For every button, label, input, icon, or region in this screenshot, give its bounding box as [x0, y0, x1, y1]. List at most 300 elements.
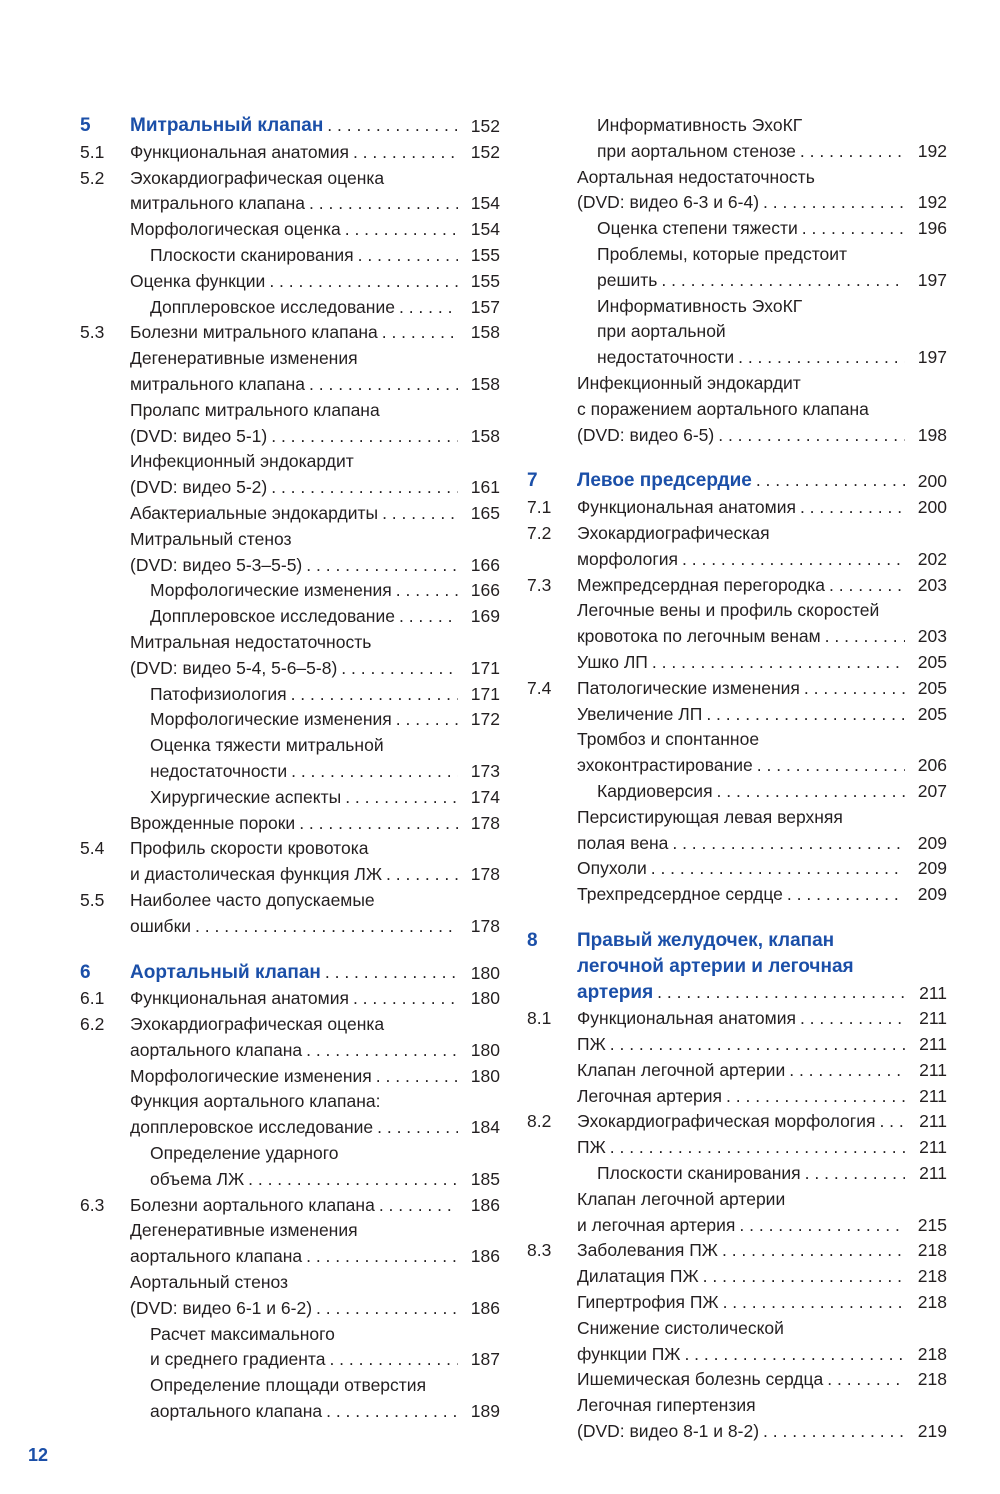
dot-leader: [377, 1115, 458, 1141]
toc-entry-title-line: с поражением аортального клапана: [577, 398, 869, 419]
toc-entry-title-line: Морфологические изменения: [150, 580, 392, 601]
dot-leader: [396, 578, 458, 604]
toc-entry: [80, 1064, 500, 1090]
toc-entry: [527, 727, 947, 779]
toc-entry-title-line: морфология: [577, 548, 679, 569]
toc-entry-title-line: Оценка функции: [130, 270, 266, 291]
toc-entry-title-line: аортального клапана: [130, 1246, 303, 1267]
dot-leader: [804, 676, 905, 702]
dot-leader: [726, 1084, 905, 1110]
toc-entry-title-line: Дегенеративные изменения: [130, 1220, 358, 1241]
toc-entry: [80, 604, 500, 630]
toc-entry-title-line: при аортальной: [597, 321, 726, 342]
toc-entry: [80, 140, 500, 166]
dot-leader: [353, 986, 458, 1012]
toc-entry: [527, 856, 947, 882]
dot-leader: [376, 1064, 458, 1090]
dot-leader: [682, 547, 905, 573]
dot-leader: [386, 862, 458, 888]
toc-page-number: 155: [470, 244, 500, 265]
toc-page-number: 180: [470, 962, 500, 983]
toc-page-number: 202: [917, 548, 947, 569]
dot-leader: [672, 831, 905, 857]
dot-leader: [652, 650, 905, 676]
toc-entry-title-line: Трехпредсердное сердце: [577, 884, 783, 905]
toc-entry: [527, 882, 947, 908]
dot-leader: [306, 1038, 458, 1064]
toc-page-number: 218: [917, 1266, 947, 1287]
toc-entry-title-line: Расчет максимального: [150, 1323, 335, 1344]
toc-page-number: 200: [917, 497, 947, 518]
toc-entry-title-line: Функциональная анатомия: [577, 497, 796, 518]
toc-page-number: 158: [470, 373, 500, 394]
toc-entry-title-line: Морфологические изменения: [150, 709, 392, 730]
page-number: 12: [28, 1445, 49, 1465]
toc-entry: [80, 527, 500, 579]
toc-entry-title-line: митрального клапана: [130, 193, 306, 214]
toc-page-number: 166: [470, 580, 500, 601]
toc-page-number: 178: [470, 864, 500, 885]
toc-page-number: 154: [470, 219, 500, 240]
toc-entry: [527, 1316, 947, 1368]
toc-page-number: 211: [919, 982, 947, 1003]
toc-entry-title-line: Допплеровское исследование: [150, 296, 395, 317]
toc-entry-title-line: функции ПЖ: [577, 1343, 681, 1364]
toc-entry-title-line: Клапан легочной артерии: [577, 1188, 786, 1209]
dot-leader: [610, 1135, 905, 1161]
toc-page-number: 186: [470, 1297, 500, 1318]
toc-right-column: [527, 113, 947, 1445]
toc-entry: [80, 1193, 500, 1219]
toc-entry-title-line: Заболевания ПЖ: [577, 1240, 718, 1261]
toc-page-number: 211: [919, 1085, 947, 1106]
toc-chapter-entry: [80, 960, 500, 987]
dot-leader: [723, 1290, 905, 1316]
toc-page-number: 187: [470, 1349, 500, 1370]
toc-entry: [80, 1012, 500, 1064]
toc-entry: [80, 295, 500, 321]
toc-entry: [80, 1141, 500, 1193]
toc-entry: [527, 573, 947, 599]
dot-leader: [382, 320, 458, 346]
toc-entry: [80, 888, 500, 940]
toc-entry: [527, 1264, 947, 1290]
toc-page-number: 171: [470, 657, 500, 678]
toc-entry-title-line: Митральный стеноз: [130, 528, 292, 549]
toc-chapter-entry: [80, 113, 500, 140]
toc-entry-title-line: Опухоли: [577, 858, 647, 879]
toc-entry-title-line: Легочные вены и профиль скоростей: [577, 600, 880, 621]
toc-entry-number: 5: [80, 115, 91, 136]
toc-entry-title-line: Функция аортального клапана:: [130, 1091, 381, 1112]
toc-page-number: 205: [917, 677, 947, 698]
dot-leader: [827, 1367, 905, 1393]
dot-leader: [800, 1006, 905, 1032]
toc-entry-title-line: Функциональная анатомия: [577, 1008, 796, 1029]
toc-page-number: 169: [470, 606, 500, 627]
toc-page-number: 192: [917, 192, 947, 213]
toc-page-number: 189: [470, 1401, 500, 1422]
toc-entry: [80, 1373, 500, 1425]
toc-entry-title-line: Функциональная анатомия: [130, 141, 349, 162]
toc-entry: [80, 217, 500, 243]
toc-entry-title-line: Левое предсердие: [577, 470, 752, 492]
toc-left-column: [80, 113, 500, 1425]
toc-entry: [80, 1218, 500, 1270]
toc-entry-title-line: Межпредсердная перегородка: [577, 574, 826, 595]
dot-leader: [309, 372, 458, 398]
dot-leader: [399, 295, 458, 321]
toc-entry: [527, 1187, 947, 1239]
toc-entry: [527, 1058, 947, 1084]
toc-entry: [80, 501, 500, 527]
toc-entry-title-line: Митральный клапан: [130, 115, 324, 136]
toc-entry-title-line: решить: [597, 269, 658, 290]
toc-page-number: 173: [470, 760, 500, 781]
toc-entry: [527, 702, 947, 728]
dot-leader: [353, 140, 458, 166]
toc-page-number: 205: [917, 703, 947, 724]
toc-entry: [527, 294, 947, 371]
dot-leader: [651, 856, 905, 882]
dot-leader: [195, 914, 458, 940]
toc-entry: [527, 1135, 947, 1161]
toc-entry: [527, 165, 947, 217]
toc-page-number: 218: [917, 1369, 947, 1390]
toc-entry: [80, 682, 500, 708]
toc-entry-number: 5.2: [80, 167, 105, 188]
toc-entry: [527, 1367, 947, 1393]
toc-entry-number: 6.2: [80, 1014, 105, 1035]
toc-entry: [80, 398, 500, 450]
toc-page-number: 157: [470, 296, 500, 317]
toc-entry-number: 7.2: [527, 522, 552, 543]
toc-entry-number: 7.3: [527, 574, 552, 595]
toc-entry-title-line: Увеличение ЛП: [577, 703, 703, 724]
toc-entry-title-line: ПЖ: [577, 1034, 606, 1055]
toc-page-number: 158: [470, 322, 500, 343]
toc-entry-title-line: и среднего градиента: [150, 1349, 326, 1370]
toc-page-number: 180: [470, 988, 500, 1009]
toc-entry-title-line: Аортальный стеноз: [130, 1272, 289, 1293]
toc-page-number: 186: [470, 1246, 500, 1267]
toc-entry-title-line: артерия: [577, 981, 654, 1003]
dot-leader: [802, 216, 905, 242]
toc-entry-title-line: аортального клапана: [150, 1401, 323, 1422]
toc-entry-title-line: Эхокардиографическая: [577, 522, 770, 543]
dot-leader: [722, 1238, 905, 1264]
toc-entry-title-line: эхоконтрастирование: [577, 755, 753, 776]
toc-page-number: 197: [917, 269, 947, 290]
toc-entry-title-line: митрального клапана: [130, 373, 306, 394]
dot-leader: [706, 702, 905, 728]
toc-page-number: 218: [917, 1240, 947, 1261]
toc-entry-number: 5.5: [80, 889, 105, 910]
toc-entry: [80, 1322, 500, 1374]
dot-leader: [271, 475, 458, 501]
toc-page-number: 158: [470, 425, 500, 446]
toc-entry-title-line: (DVD: видео 6-3 и 6-4): [577, 192, 760, 213]
dot-leader: [326, 1399, 458, 1425]
toc-entry-title-line: Правый желудочек, клапан: [577, 929, 835, 951]
toc-entry-title-line: Наиболее часто допускаемые: [130, 889, 375, 910]
toc-entry-title-line: полая вена: [577, 832, 669, 853]
toc-page-number: 166: [470, 554, 500, 575]
toc-entry-title-line: Патофизиология: [150, 683, 287, 704]
toc-page-number: 192: [917, 140, 947, 161]
toc-entry-title-line: Персистирующая левая верхняя: [577, 806, 843, 827]
toc-page-number: 215: [917, 1214, 947, 1235]
toc-page-number: 209: [917, 832, 947, 853]
toc-entry-number: 6.1: [80, 988, 105, 1009]
toc-entry: [527, 113, 947, 165]
toc-entry-title-line: Патологические изменения: [577, 677, 800, 698]
dot-leader: [800, 139, 905, 165]
toc-entry-title-line: Проблемы, которые предстоит: [597, 243, 848, 264]
toc-entry-title-line: Информативность ЭхоКГ: [597, 295, 803, 316]
toc-entry: [527, 521, 947, 573]
dot-leader: [879, 1109, 905, 1135]
toc-entry-title-line: Дегенеративные изменения: [130, 348, 358, 369]
toc-page-number: 200: [917, 471, 947, 492]
toc-page-number: 161: [470, 477, 500, 498]
dot-leader: [757, 753, 905, 779]
dot-leader: [717, 779, 905, 805]
dot-leader: [325, 960, 458, 986]
toc-page-number: 218: [917, 1343, 947, 1364]
toc-entry: [527, 598, 947, 650]
dot-leader: [661, 268, 905, 294]
toc-entry: [527, 1238, 947, 1264]
dot-leader: [396, 707, 458, 733]
toc-entry-title-line: Оценка тяжести митральной: [150, 735, 384, 756]
toc-entry-title-line: Инфекционный эндокардит: [577, 372, 801, 393]
toc-page-number: 211: [919, 1008, 947, 1029]
dot-leader: [825, 624, 905, 650]
dot-leader: [269, 269, 458, 295]
toc-entry: [527, 676, 947, 702]
dot-leader: [329, 1347, 458, 1373]
toc-entry-title-line: (DVD: видео 5-2): [130, 477, 268, 498]
toc-page-number: 205: [917, 651, 947, 672]
dot-leader: [657, 980, 905, 1006]
toc-entry-title-line: (DVD: видео 5-1): [130, 425, 268, 446]
dot-leader: [800, 495, 905, 521]
toc-page-number: 211: [919, 1163, 947, 1184]
dot-leader: [399, 604, 458, 630]
dot-leader: [805, 1161, 905, 1187]
toc-entry: [80, 243, 500, 269]
toc-page-number: 206: [917, 755, 947, 776]
toc-entry-title-line: Легочная артерия: [577, 1085, 723, 1106]
toc-entry-number: 5.1: [80, 141, 105, 162]
toc-entry-number: 8.3: [527, 1240, 552, 1261]
toc-entry-title-line: аортального клапана: [130, 1039, 303, 1060]
toc-entry: [527, 1032, 947, 1058]
toc-entry-title-line: Морфологическая оценка: [130, 219, 341, 240]
dot-leader: [718, 423, 905, 449]
toc-entry-title-line: (DVD: видео 6-5): [577, 424, 715, 445]
toc-entry-title-line: Болезни аортального клапана: [130, 1194, 375, 1215]
toc-entry: [80, 811, 500, 837]
dot-leader: [291, 682, 458, 708]
toc-page-number: 174: [470, 786, 500, 807]
toc-entry-title-line: Инфекционный эндокардит: [130, 451, 354, 472]
toc-entry-number: 7: [527, 470, 538, 492]
toc-entry: [80, 986, 500, 1012]
toc-entry-title-line: Болезни митрального клапана: [130, 322, 378, 343]
dot-leader: [299, 811, 458, 837]
toc-entry-title-line: Легочная гипертензия: [577, 1395, 756, 1416]
toc-entry-title-line: объема ЛЖ: [150, 1168, 245, 1189]
toc-page-number: 178: [470, 812, 500, 833]
toc-chapter-entry: [527, 928, 947, 1006]
toc-entry: [527, 242, 947, 294]
toc-page-number: 203: [917, 574, 947, 595]
toc-entry-title-line: Кардиоверсия: [597, 780, 713, 801]
dot-leader: [789, 1058, 905, 1084]
toc-page-number: 203: [917, 626, 947, 647]
dot-leader: [756, 468, 905, 494]
toc-entry-title-line: Плоскости сканирования: [150, 244, 354, 265]
dot-leader: [739, 1213, 905, 1239]
dot-leader: [684, 1342, 905, 1368]
toc-page-number: 218: [917, 1292, 947, 1313]
toc-page-number: 178: [470, 915, 500, 936]
toc-entry-title-line: Пролапс митрального клапана: [130, 399, 380, 420]
toc-page-number: 180: [470, 1065, 500, 1086]
toc-page-number: 196: [917, 218, 947, 239]
toc-entry-title-line: Допплеровское исследование: [150, 606, 395, 627]
toc-page-number: 211: [919, 1111, 947, 1132]
toc-entry: [80, 630, 500, 682]
toc-entry-title-line: при аортальном стенозе: [597, 140, 796, 161]
toc-entry-number: 6: [80, 961, 91, 983]
toc-entry-title-line: кровотока по легочным венам: [577, 626, 821, 647]
dot-leader: [610, 1032, 905, 1058]
toc-entry: [80, 707, 500, 733]
toc-entry: [527, 1290, 947, 1316]
toc-entry: [80, 320, 500, 346]
toc-entry-title-line: легочной артерии и легочная: [577, 955, 854, 977]
toc-page-number: 186: [470, 1194, 500, 1215]
toc-entry: [527, 216, 947, 242]
toc-page-number: 198: [917, 424, 947, 445]
dot-leader: [306, 553, 458, 579]
toc-page-number: 219: [917, 1421, 947, 1442]
toc-entry-number: 5.4: [80, 838, 105, 859]
toc-entry: [527, 1006, 947, 1032]
dot-leader: [341, 656, 458, 682]
toc-page-number: 172: [470, 709, 500, 730]
toc-entry-title-line: Аортальная недостаточность: [577, 166, 815, 187]
toc-entry: [527, 1084, 947, 1110]
toc-entry: [527, 1161, 947, 1187]
toc-entry-title-line: Митральная недостаточность: [130, 631, 372, 652]
toc-entry-title-line: Информативность ЭхоКГ: [597, 115, 803, 135]
dot-leader: [306, 1244, 458, 1270]
toc-entry: [527, 779, 947, 805]
toc-entry: [80, 733, 500, 785]
toc-entry-title-line: Аортальный клапан: [130, 961, 321, 983]
toc-entry: [80, 1270, 500, 1322]
toc-entry-title-line: Снижение систолической: [577, 1317, 784, 1338]
toc-entry-title-line: (DVD: видео 8-1 и 8-2): [577, 1421, 760, 1442]
toc-entry-title-line: ошибки: [130, 915, 192, 936]
toc-entry: [527, 1393, 947, 1445]
toc-entry-title-line: Тромбоз и спонтанное: [577, 729, 760, 750]
toc-page-number: 165: [470, 502, 500, 523]
toc-entry-number: 8: [527, 929, 538, 951]
dot-leader: [309, 191, 458, 217]
toc-entry: [80, 449, 500, 501]
dot-leader: [345, 785, 458, 811]
toc-entry-title-line: недостаточности: [150, 760, 288, 781]
toc-page-number: 180: [470, 1039, 500, 1060]
dot-leader: [358, 243, 458, 269]
toc-entry-title-line: Дилатация ПЖ: [577, 1266, 699, 1287]
toc-entry-title-line: Функциональная анатомия: [130, 988, 349, 1009]
dot-leader: [248, 1167, 458, 1193]
toc-entry-number: 7.1: [527, 497, 552, 518]
toc-entry-title-line: Гипертрофия ПЖ: [577, 1292, 719, 1313]
dot-leader: [345, 217, 458, 243]
toc-entry: [80, 346, 500, 398]
toc-page-number: 184: [470, 1117, 500, 1138]
toc-entry-title-line: Хирургические аспекты: [150, 786, 342, 807]
toc-entry: [80, 1089, 500, 1141]
toc-page-number: 185: [470, 1168, 500, 1189]
dot-leader: [382, 501, 458, 527]
toc-entry: [527, 650, 947, 676]
toc-page-number: 211: [919, 1059, 947, 1080]
toc-page-number: 155: [470, 270, 500, 291]
toc-entry-title-line: (DVD: видео 5-4, 5-6–5-8): [130, 657, 338, 678]
toc-entry-title-line: (DVD: видео 6-1 и 6-2): [130, 1297, 313, 1318]
dot-leader: [327, 113, 458, 139]
toc-entry-title-line: Клапан легочной артерии: [577, 1059, 786, 1080]
toc-entry: [80, 578, 500, 604]
toc-entry: [527, 1109, 947, 1135]
dot-leader: [738, 345, 905, 371]
dot-leader: [291, 759, 458, 785]
toc-entry-title-line: Эхокардиографическая оценка: [130, 167, 385, 188]
toc-entry: [80, 836, 500, 888]
toc-entry: [527, 371, 947, 448]
toc-entry-title-line: Абактериальные эндокардиты: [130, 502, 379, 523]
toc-page-number: 152: [470, 141, 500, 162]
toc-entry-title-line: (DVD: видео 5-3–5-5): [130, 554, 303, 575]
toc-chapter-entry: [527, 468, 947, 495]
toc-entry-number: 5.3: [80, 322, 105, 343]
toc-page-number: 211: [919, 1137, 947, 1158]
toc-entry: [80, 166, 500, 218]
toc-page-number: 211: [919, 1034, 947, 1055]
toc-entry: [527, 495, 947, 521]
dot-leader: [763, 190, 905, 216]
dot-leader: [763, 1419, 905, 1445]
toc-page-number: 209: [917, 884, 947, 905]
toc-entry: [527, 805, 947, 857]
dot-leader: [379, 1193, 458, 1219]
toc-entry-title-line: Плоскости сканирования: [597, 1163, 801, 1184]
toc-entry-number: 8.1: [527, 1008, 552, 1029]
toc-page-number: 171: [470, 683, 500, 704]
toc-entry-title-line: допплеровское исследование: [130, 1117, 374, 1138]
dot-leader: [703, 1264, 905, 1290]
toc-entry-number: 7.4: [527, 677, 552, 698]
toc-entry-title-line: недостаточности: [597, 347, 735, 368]
